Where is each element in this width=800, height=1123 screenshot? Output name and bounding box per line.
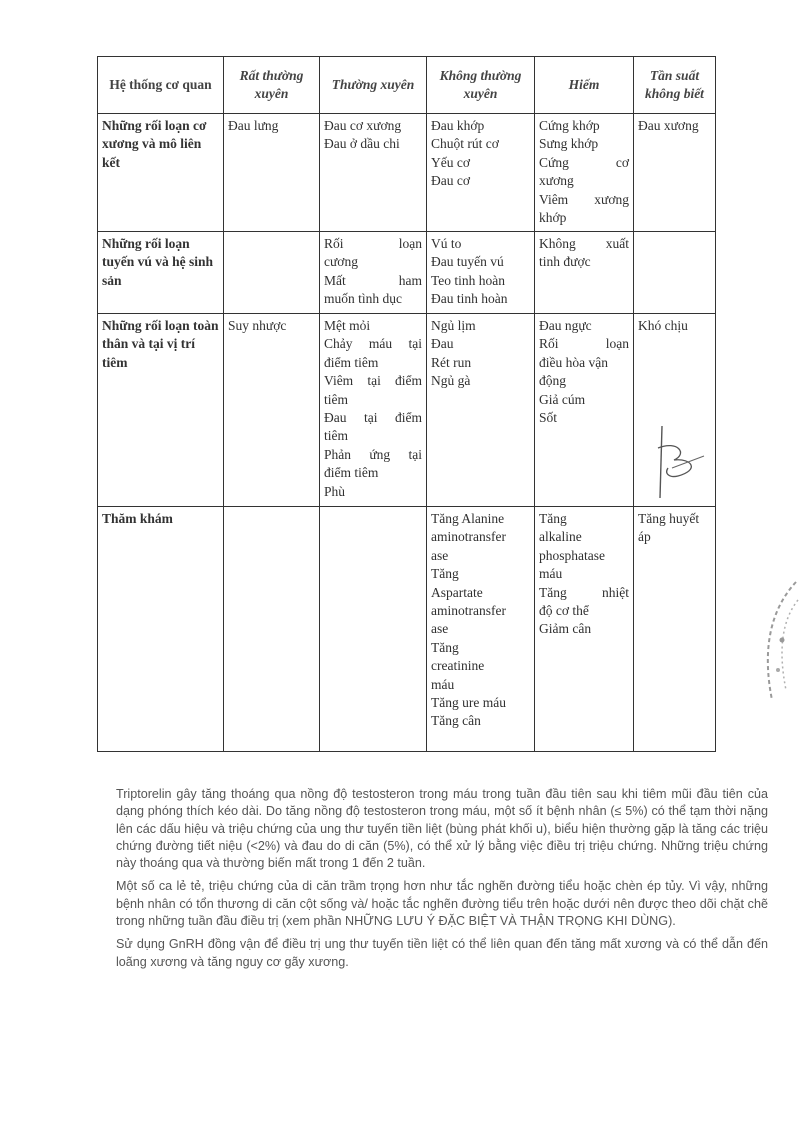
organ-system-cell: Những rối loạn cơ xương và mô liên kết: [98, 114, 224, 232]
adverse-effect-item: Đau lưng: [228, 118, 279, 133]
adverse-effect-item: cương: [324, 254, 358, 270]
adverse-effect-item: áp: [638, 529, 651, 545]
adverse-effect-item: Tăng cân: [431, 713, 481, 729]
frequency-cell: [634, 114, 716, 232]
adverse-effects-table: [97, 56, 716, 752]
adverse-effect-item: Viêm tại điểm: [324, 373, 422, 389]
adverse-effect-item: điểm tiêm: [324, 465, 379, 481]
adverse-effect-item: Cứng khớp: [539, 118, 600, 133]
organ-system-cell: Những rối loạn tuyến vú và hệ sinh sản: [98, 232, 224, 314]
adverse-effect-item: creatinine: [431, 658, 485, 674]
adverse-effect-item: Giảm cân: [539, 621, 592, 637]
frequency-cell: [224, 314, 320, 507]
adverse-effect-item: Tăng: [431, 566, 459, 582]
adverse-effect-item: Viêm xương: [539, 191, 629, 207]
adverse-effect-item: ase: [431, 547, 449, 563]
frequency-cell: [535, 507, 634, 752]
table-row: [98, 314, 716, 507]
frequency-cell: [224, 507, 320, 752]
adverse-effect-item: aminotransfer: [431, 603, 506, 619]
paragraph-tumor-flare: Triptorelin gây tăng thoáng qua nồng độ testosteron trong máu trong tuần đầu tiên sau khi tiêm mũi đầu tiên của dạng phóng thích kéo dài. Do tăng nồng độ testosteron trong máu, một số ít bệnh nhân (≤ 5%) có thể tạm thời nặng lên các dấu hiệu và triệu chứng của ung thư tuyến tiền liệt (bùng phát khối u), biểu hiện thường gặp là tăng các triệu chứng đường tiết niệu (<2%) và đau do di căn (5%), có thể xử lý bằng việc điều trị triệu chứng. Những triệu chứng này thoáng qua và thường biến mất trong 1 đến 2 tuần.: [116, 787, 768, 871]
table-body: [98, 114, 716, 752]
adverse-effect-item: Tăng huyết: [638, 511, 700, 526]
adverse-effect-item: Đau ngực: [539, 318, 592, 333]
adverse-effect-item: alkaline: [539, 529, 582, 545]
adverse-effect-item: ase: [431, 621, 449, 637]
adverse-effect-item: Ngủ lịm: [431, 318, 476, 333]
paragraph-metastasis: Một số ca lẻ tẻ, triệu chứng của di căn trầm trọng hơn như tắc nghẽn đường tiểu hoặc chèn ép tủy. Vì vậy, những bệnh nhân có tổn thương di căn cột sống và/ hoặc tắc nghẽn đường tiểu trên hoặc dưới nên được theo dõi chặt chẽ trong những tuần đầu điều trị (xem phần NHỮNG LƯU Ý ĐẶC BIỆT VÀ THẬN TRỌNG KHI DÙNG).: [116, 879, 768, 929]
adverse-effect-item: Đau cơ: [431, 173, 470, 189]
adverse-effect-item: máu: [539, 566, 563, 582]
table-row: [98, 232, 716, 314]
adverse-effect-item: Mệt mỏi: [324, 318, 371, 333]
adverse-effect-item: Tăng: [431, 639, 459, 655]
adverse-effect-item: Rối loạn: [324, 236, 422, 251]
frequency-cell: [535, 114, 634, 232]
adverse-effect-item: Tăng Alanine: [431, 511, 505, 526]
header-rare: Hiếm: [535, 57, 634, 114]
adverse-effect-item: máu: [431, 676, 455, 692]
adverse-effect-item: Cứng cơ: [539, 154, 629, 170]
organ-system-cell: Những rối loạn toàn thân và tại vị trí tiêm: [98, 314, 224, 507]
adverse-effect-item: Suy nhược: [228, 318, 287, 333]
header-very-common: Rất thường xuyên: [224, 57, 320, 114]
paragraph-bone-loss: Sử dụng GnRH đồng vận để điều trị ung thư tuyến tiền liệt có thể liên quan đến tăng mất xương và có thể dẫn đến loãng xương và tăng nguy cơ gãy xương.: [116, 937, 768, 969]
adverse-effect-item: tiêm: [324, 391, 348, 407]
adverse-effect-item: phosphatase: [539, 547, 605, 563]
adverse-effect-item: aminotransfer: [431, 529, 506, 545]
header-organ-system: Hệ thống cơ quan: [98, 57, 224, 114]
header-frequency-unknown: Tần suất không biết: [634, 57, 716, 114]
organ-system-cell: Thăm khám: [98, 507, 224, 752]
table-header-row: [98, 57, 716, 114]
adverse-effect-item: Tăng: [539, 511, 567, 526]
frequency-cell: [427, 232, 535, 314]
frequency-cell: [320, 314, 427, 507]
adverse-effect-item: Sốt: [539, 410, 558, 426]
adverse-effect-item: Sưng khớp: [539, 136, 599, 152]
adverse-effect-item: Phù: [324, 483, 346, 499]
frequency-cell: [634, 232, 716, 314]
frequency-cell: [320, 232, 427, 314]
adverse-effect-item: khớp: [539, 210, 567, 226]
table-row: [98, 507, 716, 752]
adverse-effect-item: Mất ham: [324, 272, 422, 288]
adverse-effect-item: Khó chịu: [638, 318, 688, 333]
adverse-effect-item: Phản ứng tại: [324, 446, 422, 462]
adverse-effect-item: Đau xương: [638, 118, 699, 133]
header-uncommon: Không thường xuyên: [427, 57, 535, 114]
header-common: Thường xuyên: [320, 57, 427, 114]
frequency-cell: [427, 507, 535, 752]
adverse-effect-item: điều hòa vận: [539, 354, 608, 370]
adverse-effect-item: Rối loạn: [539, 336, 629, 352]
adverse-effect-item: Ngủ gà: [431, 373, 471, 389]
frequency-cell: [535, 314, 634, 507]
adverse-effect-item: Giả cúm: [539, 391, 586, 407]
table-row: [98, 114, 716, 232]
stamp-seal-fragment: [752, 580, 800, 720]
adverse-effect-item: Đau tại điểm: [324, 410, 422, 426]
adverse-effect-item: động: [539, 373, 566, 389]
frequency-cell: [427, 114, 535, 232]
adverse-effect-item: độ cơ thể: [539, 603, 589, 619]
adverse-effect-item: tiêm: [324, 428, 348, 444]
adverse-effect-item: Đau: [431, 336, 454, 352]
adverse-effect-item: Đau tinh hoàn: [431, 291, 508, 307]
adverse-effect-item: Đau khớp: [431, 118, 485, 133]
adverse-effect-item: Chảy máu tại: [324, 336, 422, 352]
frequency-cell: [320, 114, 427, 232]
body-text: [116, 786, 768, 977]
adverse-effect-item: muốn tình dục: [324, 291, 402, 307]
adverse-effect-item: Vú to: [431, 236, 462, 251]
adverse-effect-item: tinh được: [539, 254, 591, 270]
frequency-cell: [320, 507, 427, 752]
adverse-effect-item: Rét run: [431, 354, 472, 370]
frequency-cell: [224, 232, 320, 314]
frequency-cell: [634, 507, 716, 752]
adverse-effect-item: Không xuất: [539, 236, 629, 251]
adverse-effect-item: Đau ở dầu chi: [324, 136, 400, 152]
adverse-effect-item: Đau cơ xương: [324, 118, 402, 133]
adverse-effect-item: Tăng nhiệt: [539, 584, 629, 600]
adverse-effect-item: Đau tuyến vú: [431, 254, 504, 270]
adverse-effect-item: Chuột rút cơ: [431, 136, 499, 152]
adverse-effect-item: Aspartate: [431, 584, 483, 600]
frequency-cell: [535, 232, 634, 314]
handwritten-signature: [648, 420, 708, 500]
adverse-effect-item: Yếu cơ: [431, 154, 470, 170]
frequency-cell: [427, 314, 535, 507]
adverse-effect-item: xương: [539, 173, 574, 189]
adverse-effect-item: Teo tinh hoàn: [431, 272, 506, 288]
adverse-effect-item: điểm tiêm: [324, 354, 379, 370]
frequency-cell: [224, 114, 320, 232]
adverse-effect-item: Tăng ure máu: [431, 695, 506, 711]
